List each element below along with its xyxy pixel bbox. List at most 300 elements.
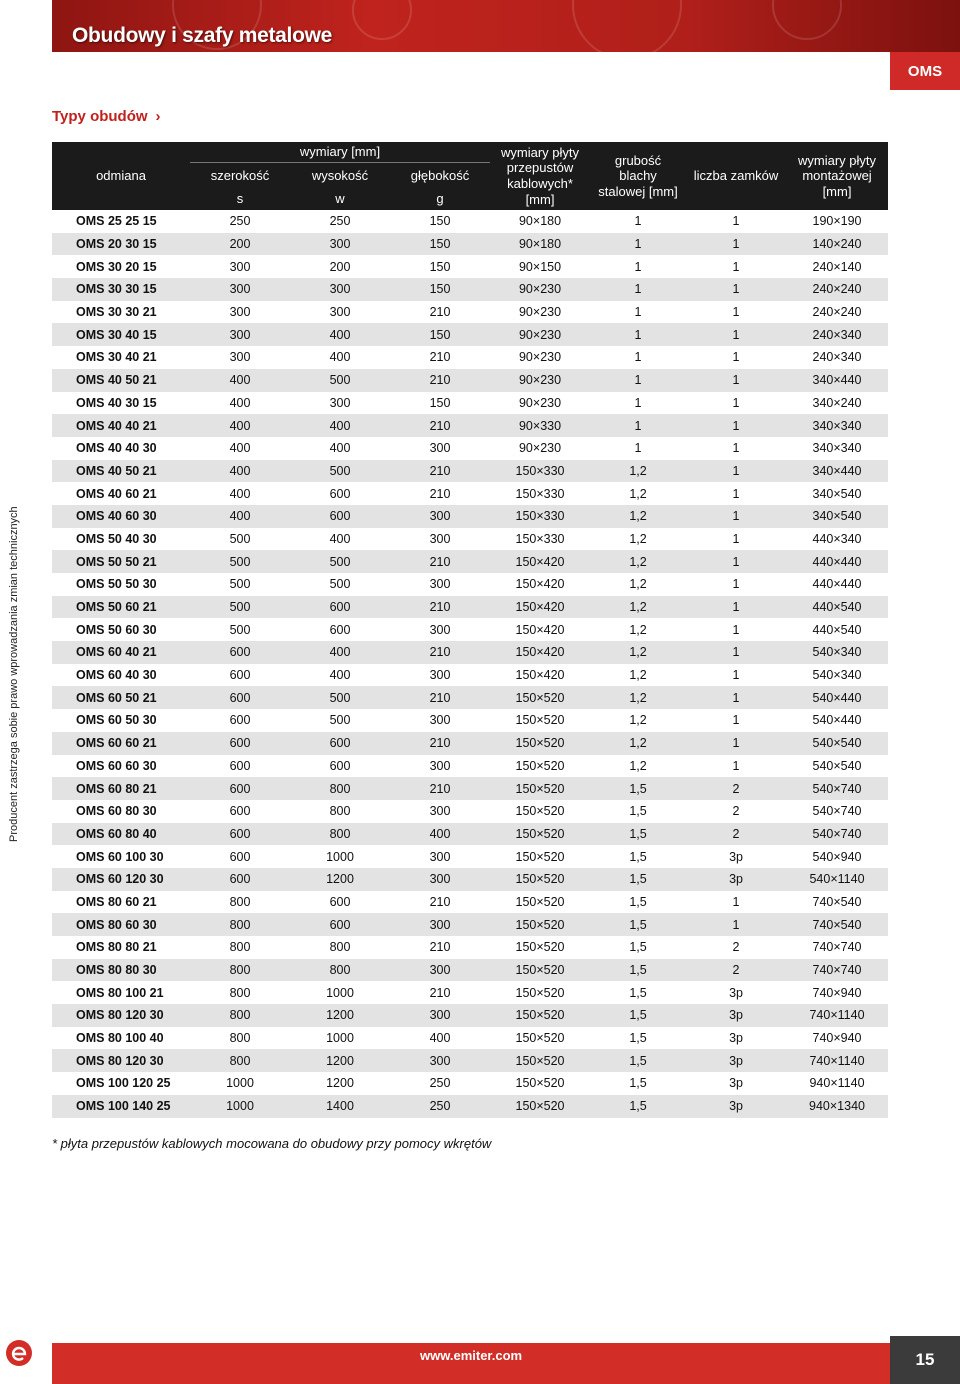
cell-odmiana: OMS 40 40 21 — [52, 414, 190, 437]
cell-plyta-montazowa: 340×340 — [812, 441, 862, 456]
cell-zamki: 1 — [686, 460, 786, 483]
cell-plyta-montazowa: 440×440 — [786, 550, 888, 573]
cell-wysokosc: 800 — [290, 777, 390, 800]
cell-plyta-montazowa: 240×340 — [786, 323, 888, 346]
cell-glebokosc: 210 — [390, 369, 490, 392]
cell-plyta-przepustow: 150×520 — [515, 849, 565, 864]
cell-zamki: 1 — [732, 894, 740, 909]
cell-grubosc: 1,2 — [590, 596, 686, 619]
cell-grubosc: 1 — [590, 369, 686, 392]
cell-wysokosc: 400 — [329, 668, 351, 683]
cell-odmiana: OMS 60 60 21 — [52, 732, 190, 755]
cell-grubosc: 1 — [634, 305, 642, 320]
cell-szerokosc: 400 — [190, 460, 290, 483]
cell-zamki: 1 — [732, 577, 740, 592]
cell-odmiana: OMS 40 30 15 — [76, 395, 157, 410]
cell-plyta-montazowa: 740×940 — [812, 1031, 862, 1046]
cell-grubosc: 1 — [590, 278, 686, 301]
cell-grubosc: 1,2 — [629, 622, 647, 637]
cell-plyta-przepustow: 150×330 — [515, 531, 565, 546]
cell-wysokosc: 400 — [290, 641, 390, 664]
cell-odmiana: OMS 80 100 21 — [76, 985, 164, 1000]
cell-grubosc: 1,2 — [590, 686, 686, 709]
cell-szerokosc: 500 — [190, 550, 290, 573]
cell-zamki: 3p — [686, 1004, 786, 1027]
cell-wysokosc: 500 — [290, 686, 390, 709]
cell-glebokosc: 400 — [390, 823, 490, 846]
cell-plyta-przepustow: 150×520 — [490, 1004, 590, 1027]
cell-plyta-przepustow: 150×520 — [490, 1095, 590, 1118]
table-row — [52, 369, 888, 392]
cell-wysokosc: 1200 — [290, 868, 390, 891]
cell-wysokosc: 500 — [290, 369, 390, 392]
footnote: * płyta przepustów kablowych mocowana do obudowy przy pomocy wkrętów — [52, 1136, 492, 1151]
cell-szerokosc: 800 — [190, 1004, 290, 1027]
cell-glebokosc: 150 — [429, 395, 451, 410]
cell-szerokosc: 500 — [229, 531, 251, 546]
cell-plyta-montazowa: 540×940 — [812, 849, 862, 864]
cell-zamki: 3p — [729, 849, 743, 864]
cell-grubosc: 1,2 — [629, 577, 647, 592]
cell-grubosc: 1,5 — [629, 985, 647, 1000]
cell-odmiana: OMS 60 50 30 — [76, 713, 157, 728]
table-row — [52, 936, 888, 959]
cell-plyta-montazowa: 740×1140 — [786, 1004, 888, 1027]
cell-zamki: 2 — [686, 823, 786, 846]
cell-szerokosc: 600 — [229, 668, 251, 683]
cell-grubosc: 1,5 — [629, 1076, 647, 1091]
table-row — [52, 1004, 888, 1027]
cell-szerokosc: 300 — [190, 278, 290, 301]
cell-wysokosc: 800 — [290, 823, 390, 846]
cell-plyta-przepustow: 150×520 — [515, 894, 565, 909]
cell-grubosc: 1,5 — [629, 940, 647, 955]
table-row — [52, 755, 888, 778]
cell-wysokosc: 1000 — [326, 849, 354, 864]
col-plyta-montazowa: wymiary płyty montażowej [mm] — [786, 142, 888, 210]
cell-odmiana: OMS 100 120 25 — [76, 1076, 171, 1091]
cell-zamki: 1 — [732, 441, 740, 456]
cell-szerokosc: 600 — [229, 713, 251, 728]
table-row — [52, 278, 888, 301]
cell-grubosc: 1,2 — [629, 531, 647, 546]
cell-wysokosc: 200 — [329, 259, 351, 274]
cell-plyta-montazowa: 540×540 — [812, 758, 862, 773]
cell-grubosc: 1,5 — [629, 1031, 647, 1046]
cell-grubosc: 1,2 — [590, 505, 686, 528]
col-wysokosc: wysokość — [290, 163, 390, 188]
cell-plyta-przepustow: 150×520 — [515, 985, 565, 1000]
cell-szerokosc: 500 — [229, 622, 251, 637]
cell-plyta-montazowa: 540×540 — [786, 732, 888, 755]
cell-wysokosc: 250 — [329, 214, 351, 229]
cell-zamki: 3p — [686, 868, 786, 891]
cell-plyta-montazowa: 940×1140 — [809, 1076, 865, 1091]
cell-plyta-przepustow: 150×420 — [515, 622, 565, 637]
cell-zamki: 1 — [732, 713, 740, 728]
cell-szerokosc: 800 — [229, 894, 251, 909]
cell-zamki: 1 — [686, 414, 786, 437]
cell-wysokosc: 400 — [329, 441, 351, 456]
col-szerokosc: szerokość — [190, 163, 290, 188]
cell-zamki: 1 — [686, 596, 786, 619]
col-w: w — [290, 188, 390, 210]
cell-zamki: 1 — [686, 233, 786, 256]
cell-wysokosc: 400 — [329, 350, 351, 365]
cell-plyta-montazowa: 740×740 — [812, 940, 862, 955]
cell-glebokosc: 210 — [429, 985, 451, 1000]
cell-odmiana: OMS 40 40 30 — [76, 441, 157, 456]
cell-odmiana: OMS 50 50 21 — [52, 550, 190, 573]
cell-grubosc: 1,5 — [590, 868, 686, 891]
cell-zamki: 1 — [686, 641, 786, 664]
cell-plyta-przepustow: 150×520 — [490, 732, 590, 755]
cell-zamki: 1 — [686, 323, 786, 346]
cell-plyta-przepustow: 150×420 — [515, 668, 565, 683]
cell-wysokosc: 300 — [290, 278, 390, 301]
cell-plyta-przepustow: 150×420 — [490, 550, 590, 573]
cell-odmiana: OMS 80 60 30 — [52, 913, 190, 936]
cell-grubosc: 1 — [634, 214, 642, 229]
cell-szerokosc: 1000 — [226, 1076, 254, 1091]
cell-szerokosc: 300 — [229, 350, 251, 365]
cell-glebokosc: 150 — [429, 259, 451, 274]
cell-wysokosc: 600 — [329, 894, 351, 909]
cell-plyta-przepustow: 150×520 — [515, 940, 565, 955]
cell-grubosc: 1 — [634, 350, 642, 365]
cell-szerokosc: 500 — [190, 596, 290, 619]
cell-plyta-montazowa: 740×1140 — [786, 1049, 888, 1072]
cell-glebokosc: 210 — [390, 460, 490, 483]
cell-plyta-montazowa: 340×440 — [786, 369, 888, 392]
cell-grubosc: 1 — [590, 233, 686, 256]
cell-odmiana: OMS 25 25 15 — [76, 214, 157, 229]
cell-wysokosc: 600 — [290, 505, 390, 528]
cell-glebokosc: 150 — [390, 323, 490, 346]
cell-wysokosc: 300 — [290, 233, 390, 256]
cell-odmiana: OMS 50 60 30 — [76, 622, 157, 637]
cell-grubosc: 1,5 — [590, 959, 686, 982]
cell-grubosc: 1,2 — [629, 758, 647, 773]
brand-logo-icon — [4, 1338, 34, 1368]
cell-glebokosc: 300 — [429, 804, 451, 819]
cell-szerokosc: 600 — [190, 641, 290, 664]
cell-plyta-przepustow: 150×520 — [490, 823, 590, 846]
cell-plyta-przepustow: 150×420 — [490, 641, 590, 664]
cell-zamki: 3p — [729, 1031, 743, 1046]
table-row — [52, 482, 888, 505]
table-row — [52, 686, 888, 709]
cell-glebokosc: 300 — [390, 1004, 490, 1027]
cell-plyta-przepustow: 150×330 — [490, 505, 590, 528]
cell-odmiana: OMS 60 100 30 — [76, 849, 164, 864]
cell-plyta-przepustow: 150×520 — [515, 1031, 565, 1046]
cell-odmiana: OMS 20 30 15 — [52, 233, 190, 256]
cell-glebokosc: 300 — [390, 959, 490, 982]
cell-glebokosc: 300 — [429, 441, 451, 456]
cell-plyta-przepustow: 150×520 — [515, 1076, 565, 1091]
cell-glebokosc: 150 — [390, 233, 490, 256]
cell-plyta-przepustow: 150×520 — [515, 713, 565, 728]
cell-plyta-przepustow: 150×520 — [490, 913, 590, 936]
cell-szerokosc: 800 — [190, 1049, 290, 1072]
cell-plyta-przepustow: 150×520 — [515, 758, 565, 773]
cell-wysokosc: 400 — [329, 531, 351, 546]
chevron-right-icon: › — [155, 108, 161, 125]
table-row — [52, 596, 888, 619]
cell-szerokosc: 800 — [229, 985, 251, 1000]
cell-grubosc: 1,5 — [590, 1049, 686, 1072]
cell-wysokosc: 1200 — [290, 1049, 390, 1072]
cell-odmiana: OMS 50 50 30 — [76, 577, 157, 592]
cell-plyta-przepustow: 90×230 — [518, 441, 562, 456]
cell-zamki: 1 — [732, 350, 740, 365]
cell-zamki: 3p — [686, 1095, 786, 1118]
col-plyta-przepustow: wymiary płyty przepustów kablowych* [mm] — [490, 142, 590, 210]
cell-grubosc: 1,2 — [629, 486, 647, 501]
cell-wysokosc: 800 — [290, 959, 390, 982]
cell-glebokosc: 300 — [390, 868, 490, 891]
cell-odmiana: OMS 40 50 21 — [52, 460, 190, 483]
cell-szerokosc: 600 — [190, 823, 290, 846]
cell-grubosc: 1,5 — [590, 823, 686, 846]
side-disclaimer: Producent zastrzega sobie prawo wprowadzania zmian technicznych — [8, 506, 20, 842]
table-row — [52, 550, 888, 573]
cell-zamki: 1 — [686, 369, 786, 392]
cell-zamki: 1 — [686, 686, 786, 709]
cell-glebokosc: 300 — [429, 713, 451, 728]
cell-plyta-przepustow: 90×180 — [490, 233, 590, 256]
cell-zamki: 1 — [732, 486, 740, 501]
cell-glebokosc: 210 — [429, 894, 451, 909]
cell-glebokosc: 150 — [390, 278, 490, 301]
cell-szerokosc: 800 — [229, 940, 251, 955]
table-row — [52, 1072, 888, 1095]
cell-plyta-przepustow: 150×330 — [490, 460, 590, 483]
cell-wysokosc: 1000 — [326, 1031, 354, 1046]
cell-plyta-montazowa: 240×240 — [786, 278, 888, 301]
cell-grubosc: 1 — [590, 323, 686, 346]
col-glebokosc: głębokość — [390, 163, 490, 188]
cell-odmiana: OMS 60 50 21 — [52, 686, 190, 709]
cell-grubosc: 1,2 — [590, 732, 686, 755]
spec-table — [52, 142, 888, 1118]
col-odmiana: odmiana — [52, 142, 190, 210]
cell-glebokosc: 210 — [390, 732, 490, 755]
header-band — [52, 0, 960, 52]
cell-odmiana: OMS 80 80 30 — [52, 959, 190, 982]
cell-glebokosc: 210 — [390, 414, 490, 437]
table-row — [52, 255, 888, 278]
cell-zamki: 3p — [729, 985, 743, 1000]
cell-grubosc: 1,5 — [590, 913, 686, 936]
section-tab-oms: OMS — [890, 52, 960, 90]
table-row — [52, 845, 888, 868]
cell-plyta-przepustow: 150×520 — [515, 804, 565, 819]
cell-odmiana: OMS 40 60 21 — [76, 486, 157, 501]
col-group-wymiary: wymiary [mm] — [190, 142, 490, 163]
cell-odmiana: OMS 30 40 15 — [52, 323, 190, 346]
cell-glebokosc: 300 — [429, 622, 451, 637]
cell-zamki: 1 — [686, 732, 786, 755]
cell-wysokosc: 800 — [329, 804, 351, 819]
cell-plyta-montazowa: 340×440 — [786, 460, 888, 483]
section-heading — [52, 108, 161, 125]
cell-szerokosc: 600 — [190, 732, 290, 755]
cell-plyta-montazowa: 240×340 — [812, 350, 862, 365]
cell-plyta-przepustow: 150×330 — [515, 486, 565, 501]
cell-plyta-montazowa: 240×240 — [812, 305, 862, 320]
table-row — [52, 868, 888, 891]
cell-odmiana: OMS 60 60 30 — [76, 758, 157, 773]
cell-zamki: 3p — [729, 1076, 743, 1091]
cell-wysokosc: 800 — [329, 940, 351, 955]
cell-plyta-przepustow: 150×520 — [490, 868, 590, 891]
cell-plyta-montazowa: 740×740 — [786, 959, 888, 982]
table-row — [52, 460, 888, 483]
cell-wysokosc: 400 — [290, 323, 390, 346]
cell-plyta-montazowa: 740×940 — [812, 985, 862, 1000]
cell-zamki: 2 — [732, 804, 740, 819]
decor-circle — [352, 0, 412, 40]
cell-wysokosc: 600 — [329, 758, 351, 773]
table-row — [52, 573, 888, 596]
cell-wysokosc: 600 — [290, 596, 390, 619]
cell-plyta-przepustow: 90×180 — [518, 214, 562, 229]
cell-wysokosc: 400 — [290, 414, 390, 437]
cell-wysokosc: 300 — [329, 395, 351, 410]
cell-szerokosc: 600 — [229, 804, 251, 819]
cell-glebokosc: 300 — [390, 1049, 490, 1072]
cell-glebokosc: 210 — [390, 641, 490, 664]
table-row — [52, 301, 888, 324]
cell-plyta-montazowa: 540×740 — [786, 823, 888, 846]
cell-szerokosc: 300 — [229, 305, 251, 320]
cell-plyta-montazowa: 440×540 — [786, 596, 888, 619]
cell-wysokosc: 600 — [329, 622, 351, 637]
cell-plyta-przepustow: 150×520 — [490, 777, 590, 800]
cell-szerokosc: 400 — [229, 441, 251, 456]
col-grubosc: grubość blachy stalowej [mm] — [590, 142, 686, 210]
cell-plyta-montazowa: 340×540 — [812, 486, 862, 501]
cell-plyta-montazowa: 540×1140 — [786, 868, 888, 891]
cell-zamki: 1 — [732, 395, 740, 410]
cell-wysokosc: 1400 — [290, 1095, 390, 1118]
cell-plyta-montazowa: 340×540 — [786, 505, 888, 528]
cell-szerokosc: 250 — [229, 214, 251, 229]
cell-szerokosc: 300 — [190, 323, 290, 346]
table-row — [52, 323, 888, 346]
table-row — [52, 732, 888, 755]
cell-szerokosc: 200 — [190, 233, 290, 256]
cell-szerokosc: 400 — [229, 486, 251, 501]
footer-url: www.emiter.com — [420, 1348, 523, 1363]
cell-wysokosc: 1000 — [326, 985, 354, 1000]
table-row — [52, 505, 888, 528]
table-row — [52, 913, 888, 936]
cell-odmiana: OMS 30 30 15 — [52, 278, 190, 301]
cell-szerokosc: 600 — [190, 868, 290, 891]
cell-glebokosc: 300 — [390, 505, 490, 528]
cell-szerokosc: 400 — [190, 414, 290, 437]
cell-plyta-montazowa: 140×240 — [786, 233, 888, 256]
cell-zamki: 1 — [732, 622, 740, 637]
table-row — [52, 641, 888, 664]
col-g: g — [390, 188, 490, 210]
col-s: s — [190, 188, 290, 210]
table-row — [52, 1027, 888, 1050]
table-row — [52, 891, 888, 914]
cell-grubosc: 1,5 — [629, 894, 647, 909]
cell-plyta-montazowa: 340×340 — [786, 414, 888, 437]
cell-zamki: 1 — [686, 505, 786, 528]
cell-plyta-przepustow: 150×520 — [490, 686, 590, 709]
cell-szerokosc: 600 — [229, 849, 251, 864]
table-row — [52, 1049, 888, 1072]
cell-plyta-przepustow: 90×230 — [518, 395, 562, 410]
cell-plyta-montazowa: 540×340 — [812, 668, 862, 683]
cell-zamki: 1 — [686, 913, 786, 936]
cell-glebokosc: 210 — [429, 940, 451, 955]
cell-grubosc: 1,2 — [590, 641, 686, 664]
cell-zamki: 2 — [686, 959, 786, 982]
cell-plyta-montazowa: 740×540 — [786, 913, 888, 936]
cell-odmiana: OMS 100 140 25 — [52, 1095, 190, 1118]
cell-szerokosc: 800 — [190, 959, 290, 982]
table-row — [52, 210, 888, 233]
table-row — [52, 709, 888, 732]
table-row — [52, 233, 888, 256]
cell-zamki: 2 — [686, 777, 786, 800]
cell-szerokosc: 600 — [229, 758, 251, 773]
cell-odmiana: OMS 80 100 40 — [76, 1031, 164, 1046]
cell-plyta-montazowa: 940×1340 — [786, 1095, 888, 1118]
cell-wysokosc: 600 — [290, 732, 390, 755]
cell-glebokosc: 210 — [390, 777, 490, 800]
cell-plyta-montazowa: 740×540 — [812, 894, 862, 909]
cell-zamki: 2 — [732, 940, 740, 955]
cell-szerokosc: 600 — [190, 777, 290, 800]
cell-zamki: 1 — [732, 531, 740, 546]
cell-odmiana: OMS 80 60 21 — [76, 894, 157, 909]
cell-odmiana: OMS 80 120 30 — [52, 1004, 190, 1027]
cell-odmiana: OMS 60 80 30 — [76, 804, 157, 819]
cell-plyta-przepustow: 90×330 — [490, 414, 590, 437]
cell-wysokosc: 500 — [290, 460, 390, 483]
cell-zamki: 3p — [686, 1049, 786, 1072]
page-number: 15 — [890, 1336, 960, 1384]
table-row — [52, 959, 888, 982]
cell-glebokosc: 210 — [390, 596, 490, 619]
cell-wysokosc: 300 — [329, 305, 351, 320]
table-row — [52, 392, 888, 415]
cell-odmiana: OMS 60 80 40 — [52, 823, 190, 846]
cell-zamki: 1 — [732, 758, 740, 773]
cell-szerokosc: 500 — [229, 577, 251, 592]
cell-plyta-montazowa: 540×440 — [786, 686, 888, 709]
cell-odmiana: OMS 80 120 30 — [52, 1049, 190, 1072]
cell-plyta-przepustow: 90×230 — [490, 278, 590, 301]
cell-odmiana: OMS 40 60 30 — [52, 505, 190, 528]
cell-glebokosc: 210 — [429, 486, 451, 501]
cell-glebokosc: 300 — [390, 913, 490, 936]
cell-plyta-montazowa: 190×190 — [812, 214, 862, 229]
cell-plyta-montazowa: 540×440 — [812, 713, 862, 728]
cell-glebokosc: 210 — [390, 686, 490, 709]
col-zamki: liczba zamków — [686, 142, 786, 210]
cell-odmiana: OMS 30 40 21 — [76, 350, 157, 365]
cell-odmiana: OMS 80 80 21 — [76, 940, 157, 955]
